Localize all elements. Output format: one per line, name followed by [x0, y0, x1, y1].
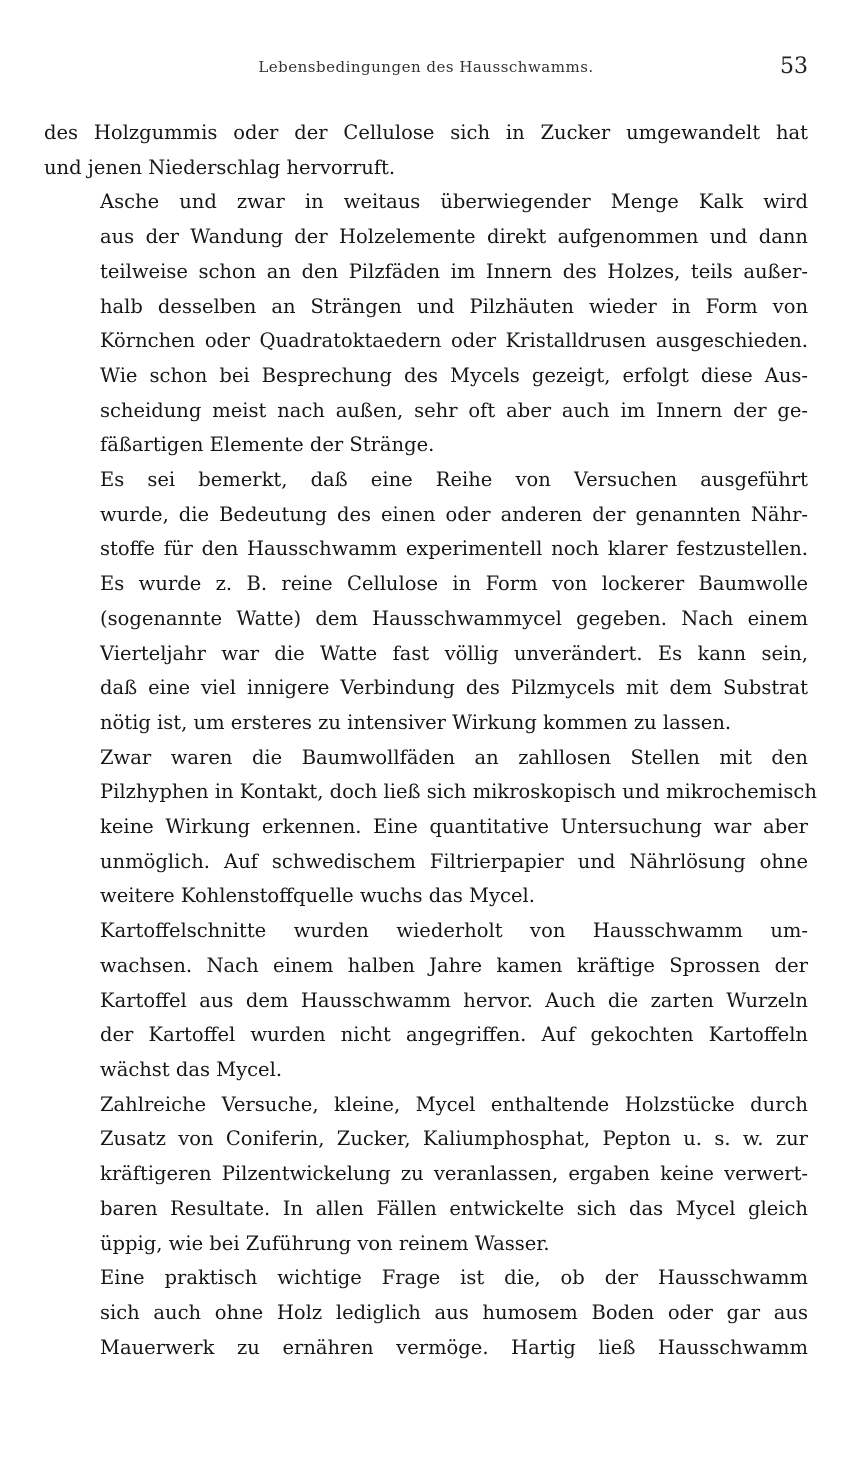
- text-line: Zwar waren die Baumwollfäden an zahllosen Stellen mit den: [100, 745, 808, 769]
- text-line: nötig ist, um ersteres zu intensiver Wirkung kommen zu lassen.: [100, 710, 732, 734]
- page-header: [44, 54, 808, 94]
- text-line: aus der Wandung der Holzelemente direkt aufgenommen und dann: [100, 225, 808, 249]
- page-number: 53: [780, 54, 808, 79]
- text-line: wächst das Mycel.: [100, 1057, 283, 1081]
- text-line: und jenen Niederschlag hervorruft.: [44, 155, 396, 179]
- text-line: Asche und zwar in weitaus überwiegender Menge Kalk wird: [100, 190, 808, 214]
- paragraph-2: [44, 185, 808, 463]
- paragraph-6: [44, 1088, 808, 1262]
- text-line: weitere Kohlenstoffquelle wuchs das Mycel.: [100, 884, 535, 908]
- text-line: keine Wirkung erkennen. Eine quantitative Untersuchung war aber: [100, 815, 808, 839]
- paragraph-7: [44, 1261, 808, 1365]
- text-line: Wie schon bei Besprechung des Mycels gezeigt, erfolgt diese Aus-: [100, 363, 808, 387]
- text-line: Körnchen oder Quadratoktaedern oder Kristalldrusen ausgeschieden.: [100, 329, 808, 353]
- paragraph-4: [44, 741, 817, 915]
- text-line: scheidung meist nach außen, sehr oft aber auch im Innern der ge-: [100, 398, 808, 422]
- paragraph-5: [44, 914, 808, 1088]
- text-line: kräftigeren Pilzentwickelung zu veranlassen, ergaben keine verwert-: [100, 1162, 808, 1186]
- text-line: unmöglich. Auf schwedischem Filtrierpapier und Nährlösung ohne: [100, 849, 808, 873]
- text-line: Pilzhyphen in Kontakt, doch ließ sich mikroskopisch und mikrochemisch: [100, 780, 817, 804]
- text-line: (sogenannte Watte) dem Hausschwammycel gegeben. Nach einem: [100, 606, 808, 630]
- text-line: Kartoffel aus dem Hausschwamm hervor. Auch die zarten Wurzeln: [100, 988, 808, 1012]
- text-line: baren Resultate. In allen Fällen entwickelte sich das Mycel gleich: [100, 1196, 808, 1220]
- paragraph-1: [44, 116, 808, 185]
- text-line: Vierteljahr war die Watte fast völlig unverändert. Es kann sein,: [100, 641, 808, 665]
- text-line: wurde, die Bedeutung des einen oder anderen der genannten Nähr-: [100, 502, 808, 526]
- text-line: Es wurde z. B. reine Cellulose in Form von lockerer Baumwolle: [100, 572, 808, 596]
- text-line: Zusatz von Coniferin, Zucker, Kaliumphosphat, Pepton u. s. w. zur: [100, 1127, 808, 1151]
- text-line: stoffe für den Hausschwamm experimentell noch klarer festzustellen.: [100, 537, 808, 561]
- text-line: Zahlreiche Versuche, kleine, Mycel enthaltende Holzstücke durch: [100, 1092, 808, 1116]
- text-line: teilweise schon an den Pilzfäden im Innern des Holzes, teils außer-: [100, 259, 808, 283]
- text-line: Eine praktisch wichtige Frage ist die, ob der Hausschwamm: [100, 1266, 808, 1290]
- body-text: [44, 116, 817, 1365]
- text-line: üppig, wie bei Zuführung von reinem Wasser.: [100, 1231, 550, 1255]
- text-line: Kartoffelschnitte wurden wiederholt von Hausschwamm um-: [100, 919, 808, 943]
- text-line: Es sei bemerkt, daß eine Reihe von Versuchen ausgeführt: [100, 468, 808, 492]
- text-line: halb desselben an Strängen und Pilzhäuten wieder in Form von: [100, 294, 808, 318]
- text-line: fäßartigen Elemente der Stränge.: [100, 433, 435, 457]
- paragraph-3: [44, 463, 808, 741]
- text-line: sich auch ohne Holz lediglich aus humosem Boden oder gar aus: [100, 1300, 808, 1324]
- text-line: daß eine viel innigere Verbindung des Pilzmycels mit dem Substrat: [100, 676, 808, 700]
- text-line: wachsen. Nach einem halben Jahre kamen kräftige Sprossen der: [100, 953, 808, 977]
- text-line: der Kartoffel wurden nicht angegriffen. Auf gekochten Kartoffeln: [100, 1023, 808, 1047]
- text-line: Mauerwerk zu ernähren vermöge. Hartig ließ Hausschwamm: [100, 1335, 808, 1359]
- text-line: des Holzgummis oder der Cellulose sich in Zucker umgewandelt hat: [44, 121, 808, 144]
- running-head: Lebensbedingungen des Hausschwamms.: [258, 58, 594, 76]
